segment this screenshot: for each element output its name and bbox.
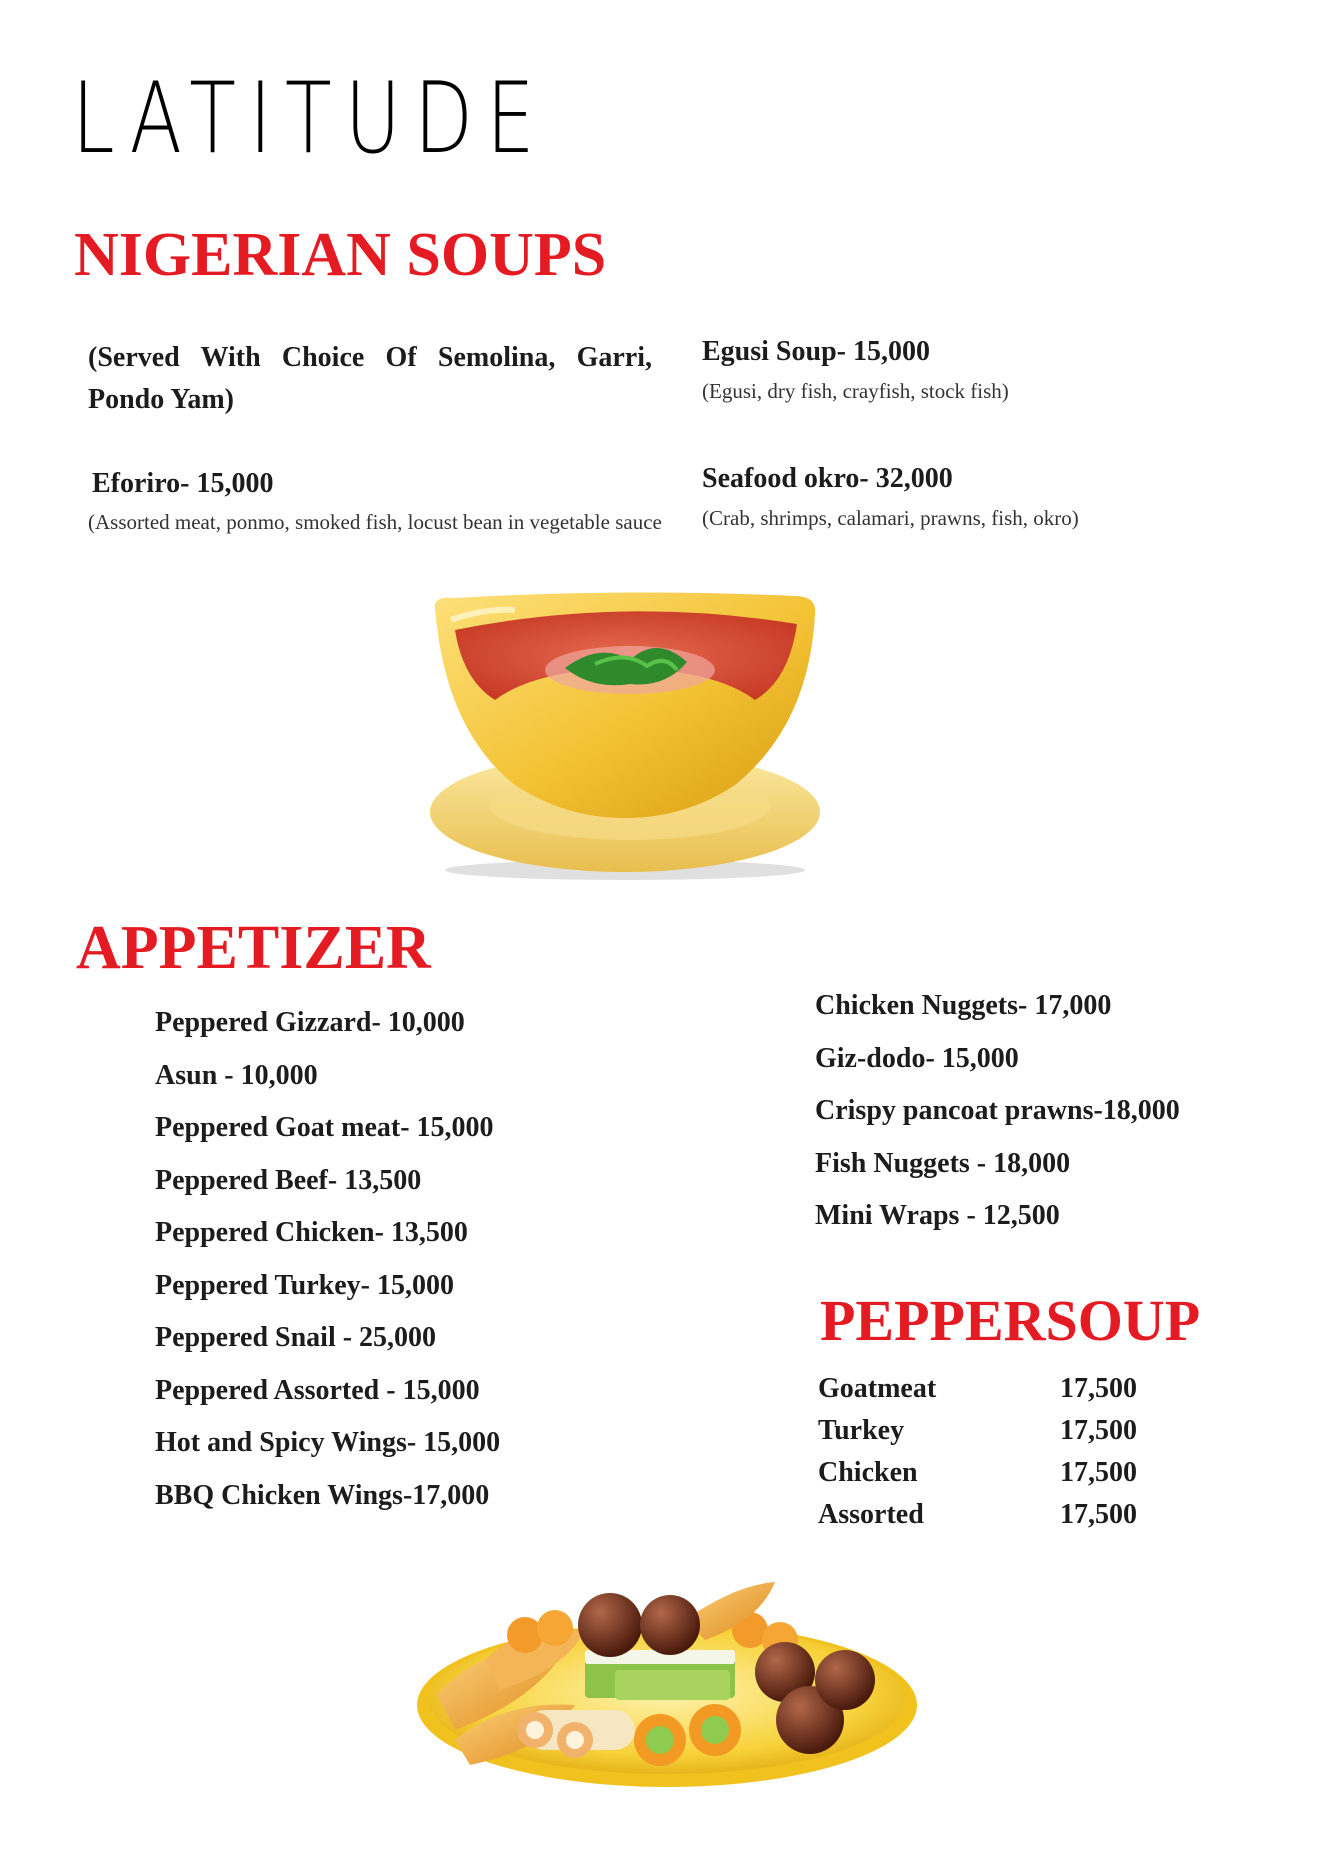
brand-logo: LATITUDE xyxy=(72,62,548,176)
list-item: Giz-dodo- 15,000 xyxy=(815,1042,1019,1074)
table-row xyxy=(818,1498,1137,1540)
list-item: Peppered Goat meat- 15,000 xyxy=(155,1112,494,1143)
list-item: Peppered Chicken- 13,500 xyxy=(155,1217,468,1248)
item-name: Turkey xyxy=(818,1415,905,1446)
item-name: Chicken xyxy=(818,1457,918,1488)
list-item: Peppered Beef- 13,500 xyxy=(155,1164,422,1196)
list-item: Peppered Gizzard- 10,000 xyxy=(155,1007,465,1038)
list-item: Hot and Spicy Wings- 15,000 xyxy=(155,1427,501,1458)
item-name: Egusi Soup- 15,000 xyxy=(702,336,930,367)
list-item: Chicken Nuggets- 17,000 xyxy=(815,990,1112,1021)
item-name: Seafood okro- 32,000 xyxy=(702,463,953,494)
peppersoup-table xyxy=(818,1372,1137,1540)
item-price: 17,500 xyxy=(1060,1373,1137,1404)
list-item: Fish Nuggets - 18,000 xyxy=(815,1147,1071,1179)
item-name: Goatmeat xyxy=(818,1373,937,1404)
section-title-peppersoup: PEPPERSOUP xyxy=(820,1288,1201,1353)
snack-platter-icon xyxy=(415,1580,920,1795)
list-item: Peppered Turkey- 15,000 xyxy=(155,1269,454,1301)
table-row xyxy=(818,1456,1137,1498)
appetizer-list-right xyxy=(815,989,1180,1252)
list-item: Peppered Snail - 25,000 xyxy=(155,1322,437,1353)
list-item: Mini Wraps - 12,500 xyxy=(815,1200,1060,1231)
item-description: (Assorted meat, ponmo, smoked fish, locust bean in vegetable sauce xyxy=(88,510,662,534)
soup-bowl-icon xyxy=(425,590,825,885)
section-title-nigerian-soups: NIGERIAN SOUPS xyxy=(74,221,607,289)
table-row xyxy=(818,1372,1137,1414)
menu-item-egusi-soup xyxy=(702,335,1262,412)
item-description: (Crab, shrimps, calamari, prawns, fish, okro) xyxy=(702,506,1079,530)
item-name: Eforiro- 15,000 xyxy=(92,468,274,499)
soups-served-note: (Served With Choice Of Semolina, Garri, Pondo Yam) xyxy=(88,342,652,415)
appetizer-list-left xyxy=(155,1006,500,1531)
table-row xyxy=(818,1414,1137,1456)
list-item: Crispy pancoat prawns-18,000 xyxy=(815,1095,1180,1126)
list-item: BBQ Chicken Wings-17,000 xyxy=(155,1479,490,1511)
list-item: Peppered Assorted - 15,000 xyxy=(155,1374,480,1406)
section-title-appetizer: APPETIZER xyxy=(76,914,431,982)
item-price: 17,500 xyxy=(1060,1499,1137,1530)
list-item: Asun - 10,000 xyxy=(155,1059,318,1091)
menu-item-seafood-okro xyxy=(702,462,1262,539)
item-price: 17,500 xyxy=(1060,1415,1137,1446)
item-price: 17,500 xyxy=(1060,1457,1137,1488)
item-name: Assorted xyxy=(818,1499,924,1530)
item-description: (Egusi, dry fish, crayfish, stock fish) xyxy=(702,379,1009,403)
menu-item-eforiro xyxy=(88,467,662,543)
